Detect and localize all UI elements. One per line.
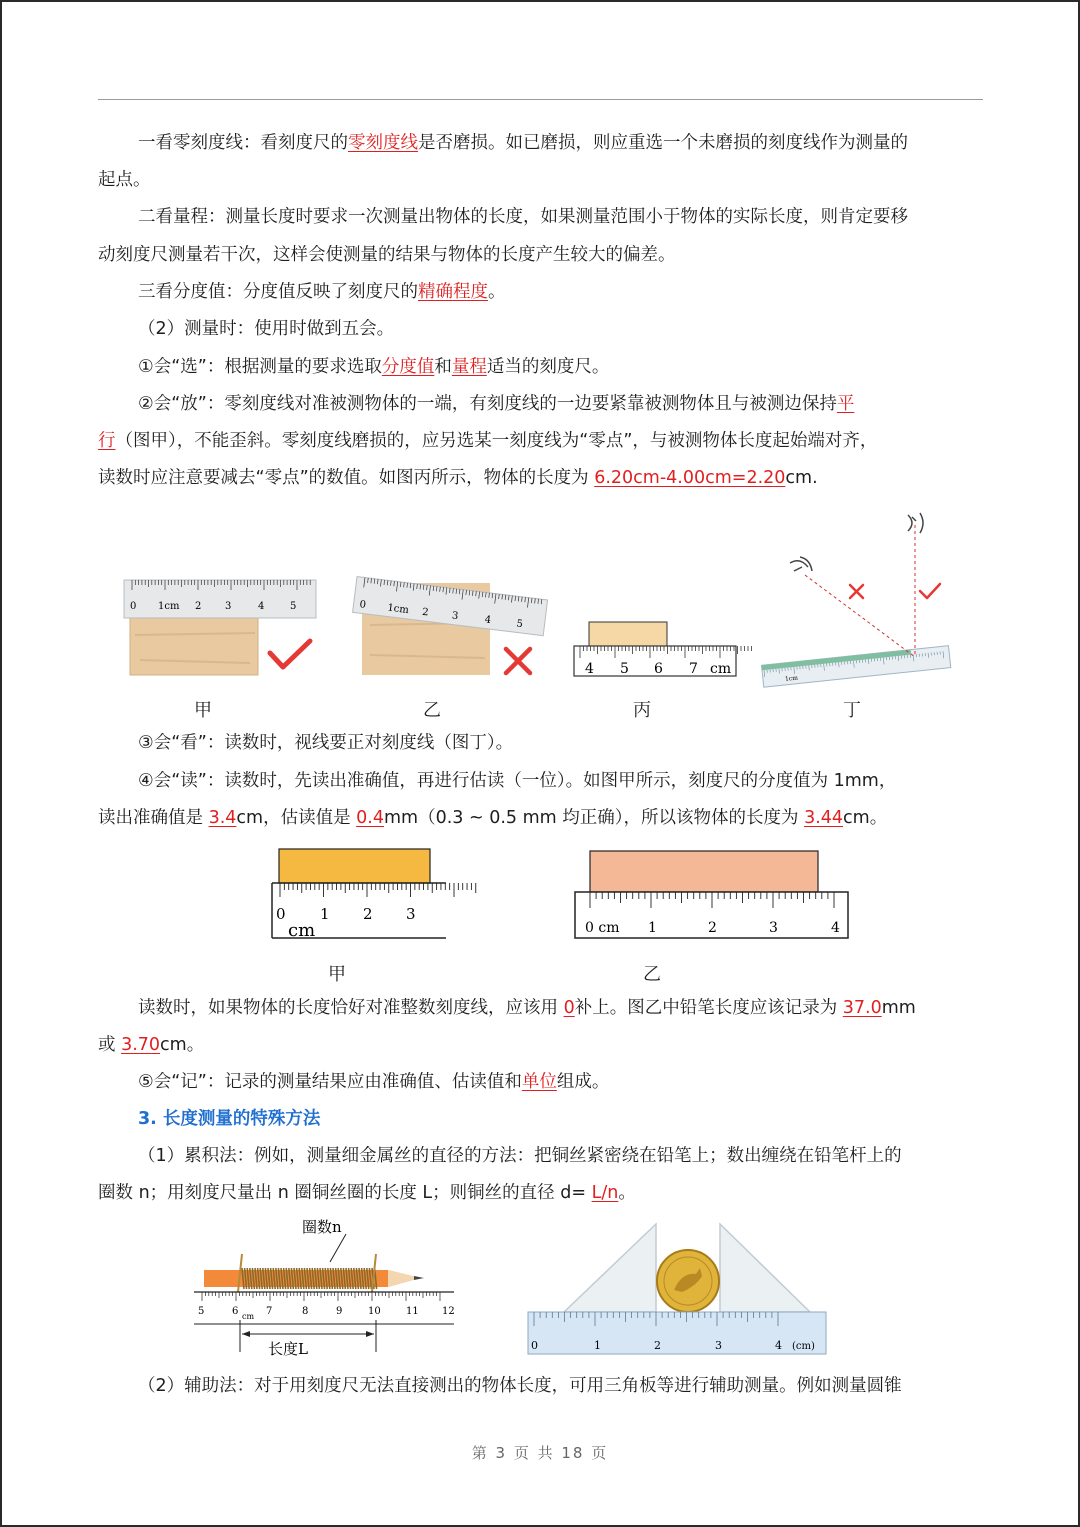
text-segment: 组成。 (556, 1072, 610, 1092)
answer-highlight: 37.0 (842, 998, 882, 1018)
figure-caption: 丁 (843, 700, 861, 721)
ruler-unit: (cm) (792, 1341, 815, 1352)
text-segment: 。 (618, 1183, 636, 1203)
text-line (98, 355, 983, 379)
text-segment: cm. (785, 468, 818, 488)
ruler-unit: cm (242, 1312, 255, 1321)
ruler-label: 0 (276, 905, 286, 923)
text-segment: 三看分度值：分度值反映了刻度尺的 (138, 282, 418, 302)
ruler-label: 7 (266, 1306, 273, 1317)
text-segment: 和 (434, 357, 452, 377)
check-icon (270, 641, 310, 667)
answer-highlight: 平 (836, 394, 855, 414)
ruler-label: 2 (363, 905, 373, 923)
ruler-label: 12 (442, 1306, 455, 1317)
ruler-label: 3 (225, 601, 232, 612)
text-segment: cm。 (843, 808, 888, 828)
text-line (98, 769, 983, 793)
figure-caption: 乙 (643, 964, 661, 985)
answer-highlight: 行 (98, 431, 116, 451)
ruler-label: 10 (368, 1306, 381, 1317)
fig-bing (574, 622, 752, 677)
ruler-label: 4 (483, 614, 492, 627)
text-line (98, 731, 983, 755)
answer-highlight: 3.70 (121, 1035, 161, 1055)
figure-caption: 甲 (194, 700, 212, 721)
text-line (98, 466, 983, 490)
text-segment: mm（0.3 ~ 0.5 mm 均正确），所以该物体的长度为 (383, 808, 805, 828)
ruler-label: 5 (290, 601, 297, 612)
text-line (98, 429, 983, 453)
ruler-label: 1 (594, 1339, 601, 1352)
ruler-label: 1 (320, 905, 330, 923)
ruler-label: 1cm (386, 602, 410, 617)
text-segment: 。 (488, 282, 506, 302)
text-segment: （2）辅助法：对于用刻度尺无法直接测出的物体长度，可用三角板等进行辅助测量。例如测量圆锥 (138, 1376, 902, 1396)
ruler-label: cm (710, 661, 732, 677)
ruler-label: 2 (195, 601, 202, 612)
figure-row3 (180, 1212, 840, 1362)
text-segment: 适当的刻度尺。 (486, 357, 610, 377)
ruler-label: 1cm (784, 674, 799, 683)
ruler-label: 7 (689, 661, 698, 677)
page-footer: 第 3 页 共 18 页 (471, 1444, 609, 1462)
text-segment: 起点。 (98, 170, 151, 190)
text-line (98, 243, 983, 267)
ruler-label: 0 (358, 599, 367, 611)
text-segment: 动刻度尺测量若干次，这样会使测量的结果与物体的长度产生较大的偏差。 (98, 245, 676, 265)
ruler-label: 0 cm (585, 920, 620, 936)
coil-label: 圈数n (302, 1218, 342, 1236)
heading-text: 3. 长度测量的特殊方法 (138, 1109, 321, 1129)
fig-ding (761, 513, 950, 687)
text-segment: 一看零刻度线：看刻度尺的 (138, 133, 348, 153)
ruler-label: 1 (648, 920, 657, 936)
text-line (98, 131, 983, 155)
text-segment: （2）测量时：使用时做到五会。 (138, 319, 395, 339)
text-line (98, 280, 983, 304)
ruler-label: 5 (620, 661, 629, 677)
answer-highlight: 单位 (521, 1072, 557, 1092)
cross-icon (850, 585, 863, 598)
figure-caption: 丙 (633, 700, 651, 721)
figure-row2 (260, 842, 860, 952)
text-line (98, 1033, 983, 1057)
figure-row1 (100, 505, 970, 690)
text-line (98, 392, 983, 416)
ruler-unit: cm (288, 920, 316, 941)
answer-highlight: 分度值 (381, 357, 435, 377)
text-segment: （图甲），不能歪斜。零刻度线磨损的，应另选某一刻度线为“零点”，与被测物体长度起始端对齐， (115, 431, 878, 451)
text-line (98, 996, 983, 1020)
length-label: 长度L (268, 1340, 308, 1358)
fig2-yi (575, 851, 848, 938)
ruler-label: 9 (336, 1306, 343, 1317)
text-segment: 或 (98, 1035, 122, 1055)
text-segment: 是否磨损。如已磨损，则应重选一个未磨损的刻度线作为测量的 (418, 133, 908, 153)
answer-highlight: 0.4 (356, 808, 384, 828)
answer-highlight: 精确程度 (418, 282, 488, 302)
text-line (98, 1070, 983, 1094)
answer-highlight: 6.20cm-4.00cm=2.20 (594, 468, 786, 488)
fig3-coin (528, 1224, 826, 1354)
ruler-label: 3 (715, 1339, 722, 1352)
ruler-label: 2 (708, 920, 717, 936)
text-segment: 二看量程：测量长度时要求一次测量出物体的长度，如果测量范围小于物体的实际长度，则肯定要移 (138, 207, 908, 227)
fig3-pencil (194, 1218, 455, 1358)
answer-highlight: L/n (591, 1183, 619, 1203)
text-line (98, 1374, 983, 1398)
ruler-label: 3 (451, 610, 459, 623)
text-segment: 补上。图乙中铅笔长度应该记录为 (574, 998, 843, 1018)
ruler-label: 4 (258, 601, 265, 612)
text-segment: 读数时，如果物体的长度恰好对准整数刻度线，应该用 (138, 998, 564, 1018)
cross-icon (506, 649, 530, 673)
text-segment: mm (881, 998, 916, 1018)
ruler-label: 0 (130, 601, 137, 612)
fig-jia-ruler-block (124, 580, 316, 675)
header-rule (98, 99, 983, 100)
section-heading (98, 1107, 983, 1131)
check-icon (920, 584, 940, 598)
text-segment: 读数时应注意要减去“零点”的数值。如图丙所示，物体的长度为 (98, 468, 595, 488)
eye-icon (908, 513, 923, 533)
figure-caption: 乙 (423, 700, 441, 721)
ruler-label: 5 (198, 1306, 205, 1317)
text-segment: ②会“放”：零刻度线对准被测物体的一端，有刻度线的一边要紧靠被测物体且与被测边保持 (138, 394, 837, 414)
ruler-label: 6 (232, 1306, 239, 1317)
ruler-label: 2 (421, 606, 430, 619)
ruler-label: 2 (654, 1339, 661, 1352)
ruler-label: 1cm (158, 601, 180, 612)
answer-highlight: 3.4 (208, 808, 237, 828)
text-segment: ⑤会“记”：记录的测量结果应由准确值、估读值和 (138, 1072, 522, 1092)
text-segment: ③会“看”：读数时，视线要正对刻度线（图丁）。 (138, 733, 514, 753)
figure-caption: 甲 (328, 964, 346, 985)
fig2-jia (272, 849, 476, 941)
ruler-label: 3 (406, 905, 416, 923)
eye-icon (790, 557, 812, 571)
ruler-label: 4 (585, 661, 594, 677)
text-segment: cm，估读值是 (236, 808, 357, 828)
text-line (98, 205, 983, 229)
ruler-label: 0 (531, 1339, 538, 1352)
text-segment: ①会“选”：根据测量的要求选取 (138, 357, 382, 377)
answer-highlight: 0 (563, 998, 575, 1018)
fig-yi-ruler-block (353, 577, 548, 675)
text-segment: cm。 (160, 1035, 205, 1055)
ruler-label: 6 (654, 661, 663, 677)
text-segment: （1）累积法：例如，测量细金属丝的直径的方法：把铜丝紧密绕在铅笔上；数出缠绕在铅笔杆上的 (138, 1146, 902, 1166)
answer-highlight: 量程 (451, 357, 487, 377)
ruler-label: 3 (769, 920, 778, 936)
text-line (98, 806, 983, 830)
answer-highlight: 零刻度线 (348, 133, 418, 153)
ruler-label: 4 (831, 920, 840, 936)
text-segment: 圈数 n；用刻度尺量出 n 圈铜丝圈的长度 L；则铜丝的直径 d= (98, 1183, 592, 1203)
text-segment: 读出准确值是 (98, 808, 209, 828)
text-line (98, 317, 983, 341)
ruler-label: 5 (515, 618, 524, 631)
text-segment: ④会“读”：读数时，先读出准确值，再进行估读（一位）。如图甲所示，刻度尺的分度值为 1mm， (138, 771, 897, 791)
ruler-label: 11 (406, 1306, 419, 1317)
text-line (98, 1181, 983, 1205)
text-line (98, 168, 983, 192)
ruler-label: 8 (302, 1306, 309, 1317)
ruler-label: 4 (775, 1339, 782, 1352)
text-line (98, 1144, 983, 1168)
answer-highlight: 3.44 (804, 808, 844, 828)
